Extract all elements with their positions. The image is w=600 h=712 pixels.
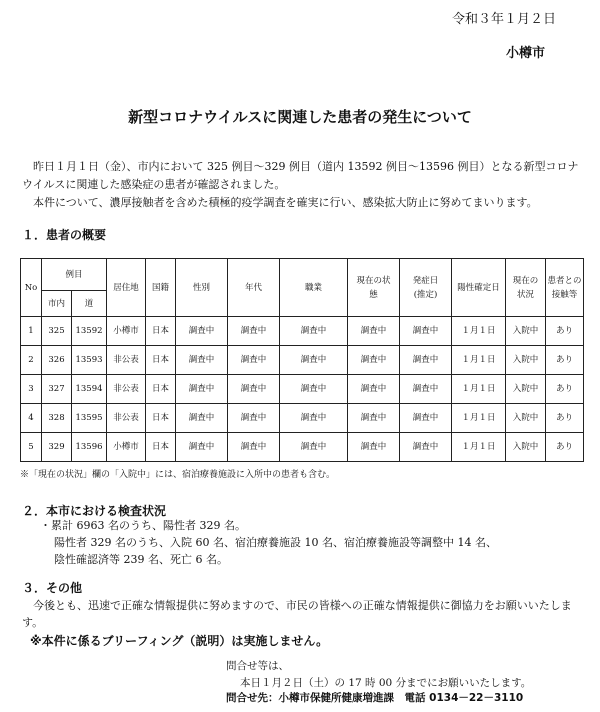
testing-status-text bbox=[40, 517, 580, 568]
header-contact-line2: 接触等 bbox=[551, 289, 578, 300]
cell-no: 1 bbox=[21, 317, 42, 346]
cell-age: 調査中 bbox=[228, 375, 280, 404]
header-current bbox=[506, 259, 546, 317]
cell-onset: 調査中 bbox=[400, 346, 452, 375]
header-sex: 性別 bbox=[176, 259, 228, 317]
cell-current: 入院中 bbox=[506, 375, 546, 404]
cell-contact: あり bbox=[546, 433, 584, 462]
intro-text bbox=[22, 158, 584, 212]
cell-pref-case: 13594 bbox=[72, 375, 107, 404]
header-case-number: 例目 bbox=[42, 259, 107, 291]
cell-status: 調査中 bbox=[348, 404, 400, 433]
cell-occupation: 調査中 bbox=[280, 433, 348, 462]
cell-sex: 調査中 bbox=[176, 346, 228, 375]
header-positive-date: 陽性確定日 bbox=[452, 259, 506, 317]
cell-contact: あり bbox=[546, 404, 584, 433]
cell-sex: 調査中 bbox=[176, 404, 228, 433]
cell-positive-date: １月１日 bbox=[452, 375, 506, 404]
cell-city-case: 328 bbox=[42, 404, 72, 433]
header-onset-line1: 発症日 bbox=[412, 275, 439, 286]
cell-positive-date: １月１日 bbox=[452, 404, 506, 433]
cell-sex: 調査中 bbox=[176, 433, 228, 462]
header-case-city: 市内 bbox=[42, 291, 72, 317]
cell-nationality: 日本 bbox=[146, 404, 176, 433]
header-status-line1: 現在の状 bbox=[356, 275, 391, 286]
section-heading-patients: １．患者の概要 bbox=[22, 228, 107, 242]
cell-status: 調査中 bbox=[348, 375, 400, 404]
cell-occupation: 調査中 bbox=[280, 346, 348, 375]
cell-status: 調査中 bbox=[348, 433, 400, 462]
cell-current: 入院中 bbox=[506, 317, 546, 346]
cell-current: 入院中 bbox=[506, 433, 546, 462]
cell-status: 調査中 bbox=[348, 317, 400, 346]
header-onset bbox=[400, 259, 452, 317]
cell-city-case: 325 bbox=[42, 317, 72, 346]
table-row bbox=[21, 375, 584, 404]
cell-residence: 小樽市 bbox=[107, 433, 146, 462]
table-row bbox=[21, 433, 584, 462]
cell-occupation: 調査中 bbox=[280, 375, 348, 404]
cell-residence: 非公表 bbox=[107, 375, 146, 404]
cell-contact: あり bbox=[546, 346, 584, 375]
testing-line-3: 陰性確認済等 239 名、死亡 6 名。 bbox=[54, 553, 228, 566]
other-text bbox=[22, 597, 584, 631]
cell-nationality: 日本 bbox=[146, 375, 176, 404]
cell-pref-case: 13596 bbox=[72, 433, 107, 462]
patient-table bbox=[20, 258, 584, 462]
inquiry-intro: 問合せ等は、 bbox=[226, 660, 289, 672]
cell-contact: あり bbox=[546, 317, 584, 346]
header-residence: 居住地 bbox=[107, 259, 146, 317]
cell-contact: あり bbox=[546, 375, 584, 404]
cell-positive-date: １月１日 bbox=[452, 346, 506, 375]
cell-positive-date: １月１日 bbox=[452, 317, 506, 346]
header-status bbox=[348, 259, 400, 317]
inquiry-deadline: 本日１月２日（土）の 17 時 00 分までにお願いいたします。 bbox=[240, 677, 532, 689]
cell-current: 入院中 bbox=[506, 346, 546, 375]
header-status-line2: 態 bbox=[369, 289, 378, 300]
intro-paragraph-1: 昨日１月１日（金）、市内において 325 例目～329 例目（道内 13592 例目～13596 例目）となる新型コロナウイルスに関連した感染症の患者が確認されました。 bbox=[22, 160, 579, 191]
document-date: 令和３年１月２日 bbox=[452, 12, 557, 27]
header-current-line2: 状況 bbox=[517, 289, 535, 300]
cell-age: 調査中 bbox=[228, 346, 280, 375]
cell-pref-case: 13595 bbox=[72, 404, 107, 433]
testing-line-2: 陽性者 329 名のうち、入院 60 名、宿泊療養施設 10 名、宿泊療養施設等調整中 14 名、 bbox=[54, 536, 497, 549]
header-age: 年代 bbox=[228, 259, 280, 317]
cell-occupation: 調査中 bbox=[280, 404, 348, 433]
cell-pref-case: 13593 bbox=[72, 346, 107, 375]
cell-age: 調査中 bbox=[228, 433, 280, 462]
cell-residence: 非公表 bbox=[107, 346, 146, 375]
cell-city-case: 329 bbox=[42, 433, 72, 462]
header-occupation: 職業 bbox=[280, 259, 348, 317]
header-no: No bbox=[21, 259, 42, 317]
cell-positive-date: １月１日 bbox=[452, 433, 506, 462]
cell-nationality: 日本 bbox=[146, 346, 176, 375]
cell-sex: 調査中 bbox=[176, 317, 228, 346]
other-paragraph: 今後とも、迅速で正確な情報提供に努めますので、市民の皆様への正確な情報提供に御協力をお願いいたします。 bbox=[22, 599, 572, 629]
section-heading-other: ３．その他 bbox=[22, 581, 83, 595]
cell-onset: 調査中 bbox=[400, 375, 452, 404]
header-current-line1: 現在の bbox=[512, 275, 539, 286]
issuing-city: 小樽市 bbox=[506, 46, 546, 61]
header-contact-line1: 患者との bbox=[547, 275, 582, 286]
testing-line-1: ・累計 6963 名のうち、陽性者 329 名。 bbox=[40, 519, 246, 532]
cell-residence: 小樽市 bbox=[107, 317, 146, 346]
cell-no: 5 bbox=[21, 433, 42, 462]
table-row bbox=[21, 404, 584, 433]
table-row bbox=[21, 317, 584, 346]
briefing-notice: ※本件に係るブリーフィング（説明）は実施しません。 bbox=[30, 634, 329, 648]
cell-occupation: 調査中 bbox=[280, 317, 348, 346]
table-row bbox=[21, 346, 584, 375]
cell-nationality: 日本 bbox=[146, 433, 176, 462]
cell-city-case: 327 bbox=[42, 375, 72, 404]
header-nationality: 国籍 bbox=[146, 259, 176, 317]
table-footnote: ※「現在の状況」欄の「入院中」には、宿泊療養施設に入所中の患者も含む。 bbox=[20, 470, 336, 480]
cell-no: 3 bbox=[21, 375, 42, 404]
intro-paragraph-2: 本件について、濃厚接触者を含めた積極的疫学調査を確実に行い、感染拡大防止に努めてまいります。 bbox=[33, 196, 538, 209]
cell-no: 2 bbox=[21, 346, 42, 375]
section-heading-testing: ２．本市における検査状況 bbox=[22, 504, 167, 518]
cell-onset: 調査中 bbox=[400, 404, 452, 433]
cell-age: 調査中 bbox=[228, 317, 280, 346]
cell-city-case: 326 bbox=[42, 346, 72, 375]
cell-no: 4 bbox=[21, 404, 42, 433]
cell-sex: 調査中 bbox=[176, 375, 228, 404]
cell-onset: 調査中 bbox=[400, 317, 452, 346]
inquiry-contact: 問合せ先：小樽市保健所健康増進課 電話 0134－22－3110 bbox=[226, 692, 524, 704]
cell-nationality: 日本 bbox=[146, 317, 176, 346]
cell-status: 調査中 bbox=[348, 346, 400, 375]
cell-age: 調査中 bbox=[228, 404, 280, 433]
header-contact bbox=[546, 259, 584, 317]
cell-onset: 調査中 bbox=[400, 433, 452, 462]
cell-pref-case: 13592 bbox=[72, 317, 107, 346]
header-onset-line2: (推定) bbox=[413, 289, 438, 300]
header-case-prefecture: 道 bbox=[72, 291, 107, 317]
cell-residence: 非公表 bbox=[107, 404, 146, 433]
cell-current: 入院中 bbox=[506, 404, 546, 433]
document-title: 新型コロナウイルスに関連した患者の発生について bbox=[128, 108, 472, 126]
